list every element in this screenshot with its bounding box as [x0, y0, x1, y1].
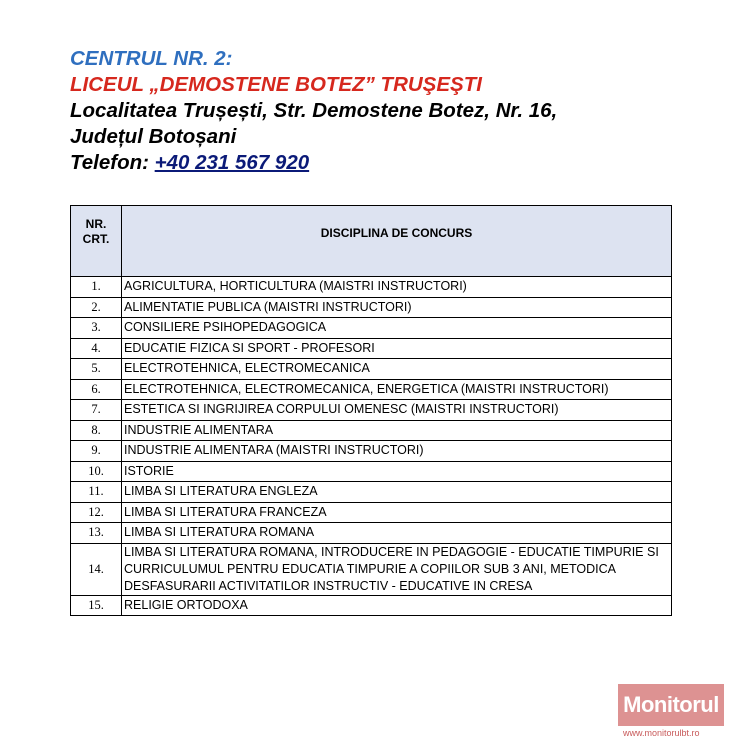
row-number: 8.: [71, 420, 122, 441]
row-number: 13.: [71, 523, 122, 544]
row-number: 2.: [71, 297, 122, 318]
row-discipline: LIMBA SI LITERATURA ROMANA: [122, 523, 672, 544]
table-row: [71, 400, 672, 421]
row-discipline: AGRICULTURA, HORTICULTURA (MAISTRI INSTRUCTORI): [122, 277, 672, 298]
row-discipline: EDUCATIE FIZICA SI SPORT - PROFESORI: [122, 338, 672, 359]
row-discipline: RELIGIE ORTODOXA: [122, 595, 672, 616]
phone-line: [70, 150, 710, 176]
col-header-nr-line2: CRT.: [82, 232, 110, 246]
table-row: [71, 359, 672, 380]
col-header-nr: [71, 206, 122, 277]
centru-title: CENTRUL NR. 2:: [70, 47, 233, 70]
col-header-nr-line1: NR.: [85, 217, 107, 231]
row-number: 15.: [71, 595, 122, 616]
col-header-disciplina: DISCIPLINA DE CONCURS: [122, 206, 672, 277]
phone-link[interactable]: +40 231 567 920: [154, 151, 310, 174]
row-number: 3.: [71, 318, 122, 339]
address-line: Localitatea Trușești, Str. Demostene Botez, Nr. 16,: [70, 99, 558, 122]
table-row: [71, 502, 672, 523]
table-row: [71, 420, 672, 441]
row-number: 10.: [71, 461, 122, 482]
row-discipline: INDUSTRIE ALIMENTARA: [122, 420, 672, 441]
row-discipline: INDUSTRIE ALIMENTARA (MAISTRI INSTRUCTORI): [122, 441, 672, 462]
row-number: 4.: [71, 338, 122, 359]
table-header-row: [71, 206, 672, 277]
row-discipline: ALIMENTATIE PUBLICA (MAISTRI INSTRUCTORI): [122, 297, 672, 318]
row-number: 11.: [71, 482, 122, 503]
table-row: [71, 482, 672, 503]
monitorul-logo: Monitorul: [618, 684, 724, 726]
row-discipline: ISTORIE: [122, 461, 672, 482]
document-header: [70, 46, 710, 176]
table-row: [71, 318, 672, 339]
table-row: [71, 379, 672, 400]
phone-label: Telefon:: [70, 151, 155, 174]
school-name: LICEUL „DEMOSTENE BOTEZ” TRUŞEŞTI: [70, 73, 482, 96]
row-discipline: ESTETICA SI INGRIJIREA CORPULUI OMENESC (MAISTRI INSTRUCTORI): [122, 400, 672, 421]
row-number: 6.: [71, 379, 122, 400]
table-row: [71, 297, 672, 318]
table-row: [71, 595, 672, 616]
table-row: [71, 461, 672, 482]
row-number: 9.: [71, 441, 122, 462]
row-number: 7.: [71, 400, 122, 421]
table-row: [71, 441, 672, 462]
table-row: [71, 277, 672, 298]
row-discipline: ELECTROTEHNICA, ELECTROMECANICA: [122, 359, 672, 380]
row-number: 12.: [71, 502, 122, 523]
row-discipline: LIMBA SI LITERATURA ROMANA, INTRODUCERE IN PEDAGOGIE - EDUCATIE TIMPURIE SI CURRICULUMUL PENTRU EDUCATIA TIMPURIE A COPIILOR SUB 3 ANI, METODICA DESFASURARII ACTIVITATILOR INSTRUCTIV - EDUCATIVE IN CRESA: [122, 543, 672, 595]
row-discipline: CONSILIERE PSIHOPEDAGOGICA: [122, 318, 672, 339]
county-line: Județul Botoșani: [70, 125, 237, 148]
table-row: [71, 523, 672, 544]
row-discipline: LIMBA SI LITERATURA ENGLEZA: [122, 482, 672, 503]
row-number: 14.: [71, 543, 122, 595]
row-number: 1.: [71, 277, 122, 298]
row-discipline: LIMBA SI LITERATURA FRANCEZA: [122, 502, 672, 523]
row-number: 5.: [71, 359, 122, 380]
table-row: [71, 543, 672, 595]
table-row: [71, 338, 672, 359]
watermark-url: www.monitorulbt.ro: [623, 728, 700, 738]
disciplines-table: [70, 205, 672, 616]
row-discipline: ELECTROTEHNICA, ELECTROMECANICA, ENERGETICA (MAISTRI INSTRUCTORI): [122, 379, 672, 400]
